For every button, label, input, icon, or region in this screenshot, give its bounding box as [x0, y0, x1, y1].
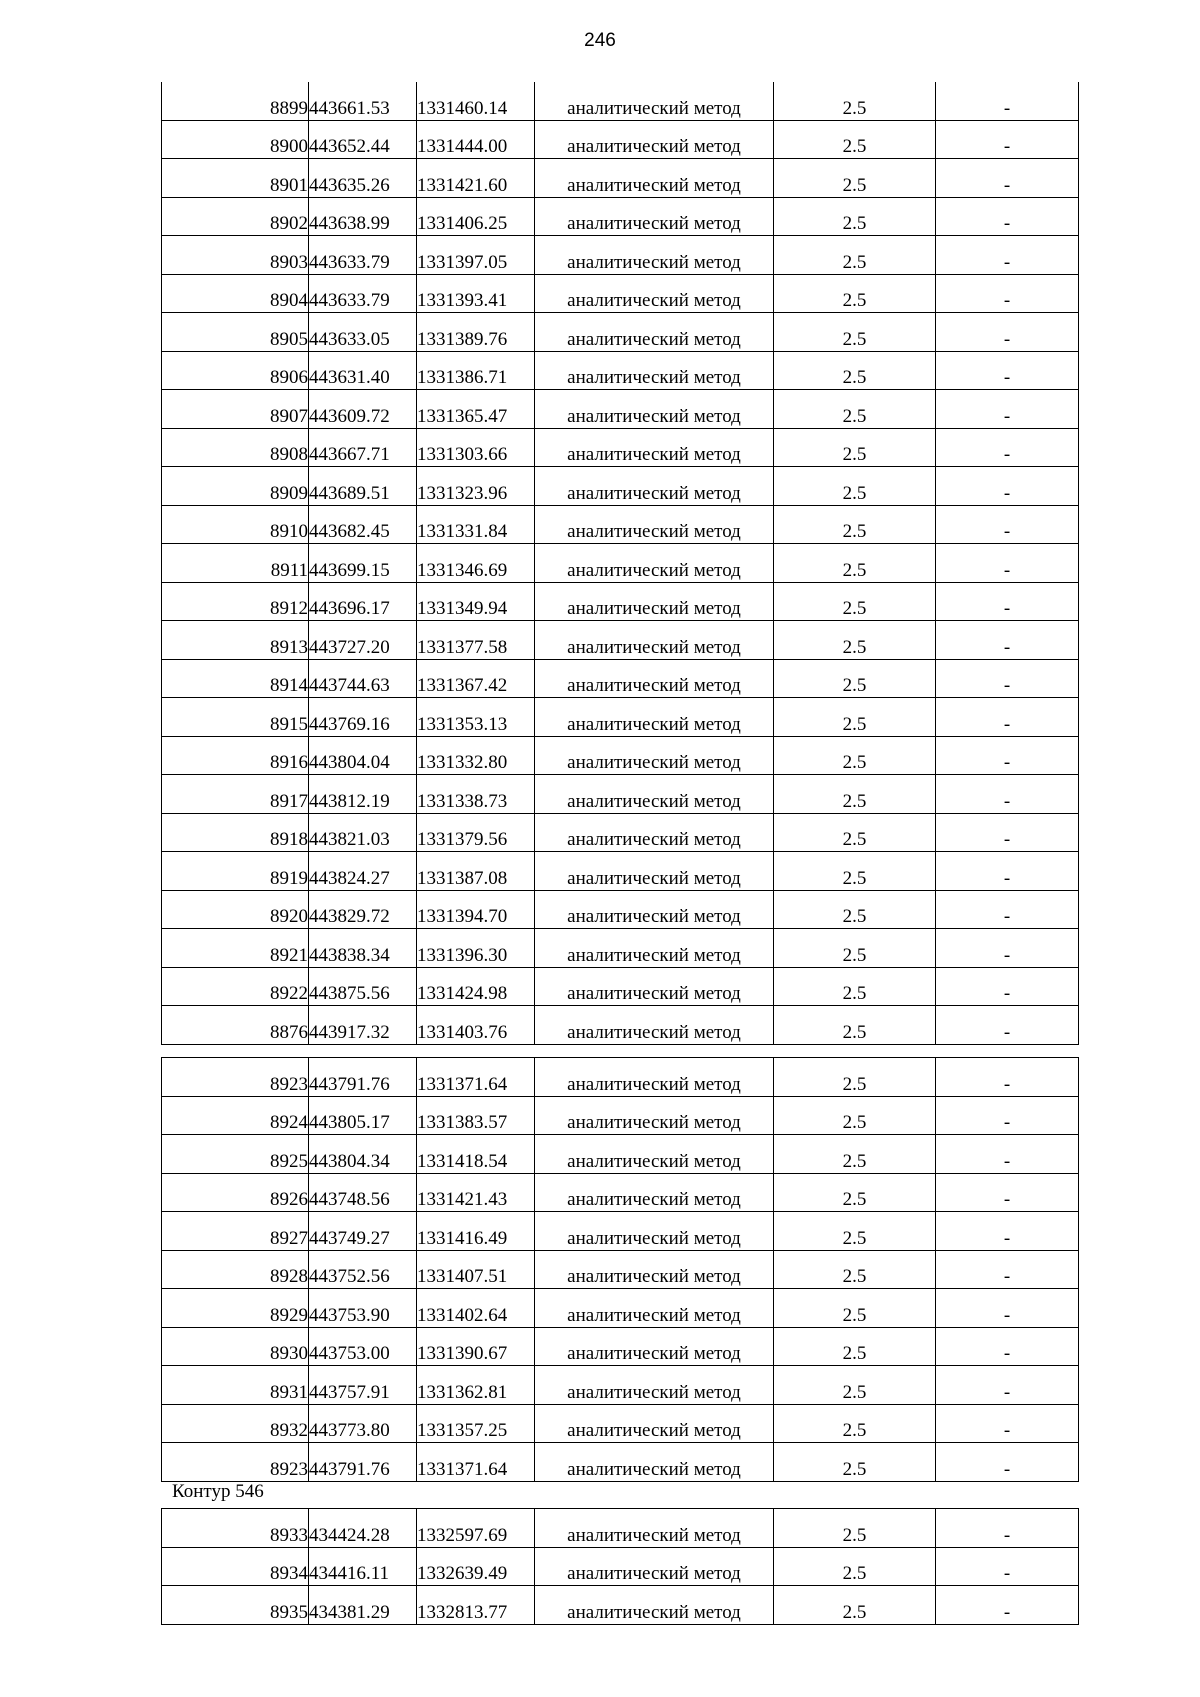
point-number-cell: 8921	[162, 929, 309, 968]
coordinate-y-cell: 1331460.14	[417, 82, 535, 120]
method-cell: аналитический метод	[535, 428, 774, 467]
coordinate-x-cell: 443633.79	[309, 274, 417, 313]
accuracy-cell: 2.5	[774, 1135, 936, 1174]
method-cell: аналитический метод	[535, 505, 774, 544]
method-cell: аналитический метод	[535, 929, 774, 968]
accuracy-cell: 2.5	[774, 428, 936, 467]
accuracy-cell: 2.5	[774, 1250, 936, 1289]
point-number-cell: 8922	[162, 967, 309, 1006]
table-row	[162, 852, 1079, 891]
note-cell: -	[936, 1327, 1079, 1366]
note-cell: -	[936, 813, 1079, 852]
note-cell: -	[936, 390, 1079, 429]
method-cell: аналитический метод	[535, 1509, 774, 1548]
accuracy-cell: 2.5	[774, 775, 936, 814]
point-number-cell: 8899	[162, 82, 309, 120]
point-number-cell: 8935	[162, 1586, 309, 1625]
method-cell: аналитический метод	[535, 852, 774, 891]
coordinate-y-cell: 1331323.96	[417, 467, 535, 506]
method-cell: аналитический метод	[535, 1289, 774, 1328]
coordinate-y-cell: 1331383.57	[417, 1096, 535, 1135]
method-cell: аналитический метод	[535, 813, 774, 852]
table-row	[162, 967, 1079, 1006]
note-cell: -	[936, 159, 1079, 198]
coordinate-y-cell: 1331416.49	[417, 1212, 535, 1251]
coordinate-x-cell: 443635.26	[309, 159, 417, 198]
method-cell: аналитический метод	[535, 775, 774, 814]
point-number-cell: 8931	[162, 1366, 309, 1405]
method-cell: аналитический метод	[535, 1250, 774, 1289]
point-number-cell: 8919	[162, 852, 309, 891]
note-cell: -	[936, 1173, 1079, 1212]
accuracy-cell: 2.5	[774, 659, 936, 698]
point-number-cell: 8927	[162, 1212, 309, 1251]
accuracy-cell: 2.5	[774, 1173, 936, 1212]
coordinate-x-cell: 443757.91	[309, 1366, 417, 1405]
accuracy-cell: 2.5	[774, 1404, 936, 1443]
coordinate-y-cell: 1331418.54	[417, 1135, 535, 1174]
coordinate-y-cell: 1331357.25	[417, 1404, 535, 1443]
coordinate-y-cell: 1331397.05	[417, 236, 535, 275]
coordinate-y-cell: 1331406.25	[417, 197, 535, 236]
accuracy-cell: 2.5	[774, 1289, 936, 1328]
method-cell: аналитический метод	[535, 1443, 774, 1482]
table-row	[162, 621, 1079, 660]
table-row	[162, 1547, 1079, 1586]
point-number-cell: 8911	[162, 544, 309, 583]
table-row	[162, 1509, 1079, 1548]
method-cell: аналитический метод	[535, 890, 774, 929]
coordinate-x-cell: 443749.27	[309, 1212, 417, 1251]
table-row	[162, 1096, 1079, 1135]
coordinate-y-cell: 1331303.66	[417, 428, 535, 467]
point-number-cell: 8929	[162, 1289, 309, 1328]
point-number-cell: 8903	[162, 236, 309, 275]
note-cell: -	[936, 1509, 1079, 1548]
method-cell: аналитический метод	[535, 698, 774, 737]
accuracy-cell: 2.5	[774, 236, 936, 275]
accuracy-cell: 2.5	[774, 1327, 936, 1366]
coordinate-x-cell: 443791.76	[309, 1443, 417, 1482]
method-cell: аналитический метод	[535, 1404, 774, 1443]
accuracy-cell: 2.5	[774, 313, 936, 352]
method-cell: аналитический метод	[535, 197, 774, 236]
accuracy-cell: 2.5	[774, 1006, 936, 1045]
method-cell: аналитический метод	[535, 1327, 774, 1366]
coordinate-y-cell: 1332639.49	[417, 1547, 535, 1586]
coordinate-x-cell: 443638.99	[309, 197, 417, 236]
coordinate-y-cell: 1331346.69	[417, 544, 535, 583]
coordinate-y-cell: 1331367.42	[417, 659, 535, 698]
point-number-cell: 8912	[162, 582, 309, 621]
point-number-cell: 8916	[162, 736, 309, 775]
page-number: 246	[584, 30, 616, 51]
note-cell: -	[936, 82, 1079, 120]
accuracy-cell: 2.5	[774, 197, 936, 236]
coordinate-x-cell: 443791.76	[309, 1058, 417, 1097]
accuracy-cell: 2.5	[774, 813, 936, 852]
method-cell: аналитический метод	[535, 467, 774, 506]
table-row	[162, 1586, 1079, 1625]
note-cell: -	[936, 659, 1079, 698]
note-cell: -	[936, 1289, 1079, 1328]
point-number-cell: 8900	[162, 120, 309, 159]
point-number-cell: 8908	[162, 428, 309, 467]
accuracy-cell: 2.5	[774, 1058, 936, 1097]
point-number-cell: 8923	[162, 1058, 309, 1097]
coordinate-y-cell: 1331365.47	[417, 390, 535, 429]
accuracy-cell: 2.5	[774, 621, 936, 660]
method-cell: аналитический метод	[535, 736, 774, 775]
accuracy-cell: 2.5	[774, 159, 936, 198]
note-cell: -	[936, 698, 1079, 737]
table-row	[162, 274, 1079, 313]
accuracy-cell: 2.5	[774, 1212, 936, 1251]
accuracy-cell: 2.5	[774, 1509, 936, 1548]
note-cell: -	[936, 736, 1079, 775]
point-number-cell: 8933	[162, 1509, 309, 1548]
method-cell: аналитический метод	[535, 967, 774, 1006]
coordinate-x-cell: 443682.45	[309, 505, 417, 544]
table-row	[162, 1135, 1079, 1174]
note-cell: -	[936, 1586, 1079, 1625]
note-cell: -	[936, 582, 1079, 621]
coordinate-y-cell: 1331403.76	[417, 1006, 535, 1045]
method-cell: аналитический метод	[535, 1173, 774, 1212]
table-row	[162, 698, 1079, 737]
note-cell: -	[936, 236, 1079, 275]
note-cell: -	[936, 929, 1079, 968]
coordinate-x-cell: 443804.34	[309, 1135, 417, 1174]
coordinate-y-cell: 1331331.84	[417, 505, 535, 544]
method-cell: аналитический метод	[535, 159, 774, 198]
note-cell: -	[936, 1212, 1079, 1251]
accuracy-cell: 2.5	[774, 1443, 936, 1482]
coordinate-x-cell: 443631.40	[309, 351, 417, 390]
coordinate-y-cell: 1331377.58	[417, 621, 535, 660]
note-cell: -	[936, 505, 1079, 544]
note-cell: -	[936, 1404, 1079, 1443]
point-number-cell: 8876	[162, 1006, 309, 1045]
note-cell: -	[936, 1443, 1079, 1482]
accuracy-cell: 2.5	[774, 1547, 936, 1586]
coordinate-y-cell: 1331424.98	[417, 967, 535, 1006]
point-number-cell: 8917	[162, 775, 309, 814]
coordinate-x-cell: 443609.72	[309, 390, 417, 429]
note-cell: -	[936, 467, 1079, 506]
coordinate-x-cell: 443773.80	[309, 1404, 417, 1443]
coordinate-x-cell: 443633.79	[309, 236, 417, 275]
table-row	[162, 82, 1079, 120]
coordinate-y-cell: 1331394.70	[417, 890, 535, 929]
coordinate-y-cell: 1331371.64	[417, 1058, 535, 1097]
coordinate-x-cell: 443829.72	[309, 890, 417, 929]
note-cell: -	[936, 890, 1079, 929]
point-number-cell: 8925	[162, 1135, 309, 1174]
accuracy-cell: 2.5	[774, 544, 936, 583]
method-cell: аналитический метод	[535, 390, 774, 429]
accuracy-cell: 2.5	[774, 929, 936, 968]
note-cell: -	[936, 274, 1079, 313]
coordinate-y-cell: 1331393.41	[417, 274, 535, 313]
note-cell: -	[936, 351, 1079, 390]
point-number-cell: 8932	[162, 1404, 309, 1443]
point-number-cell: 8930	[162, 1327, 309, 1366]
point-number-cell: 8904	[162, 274, 309, 313]
method-cell: аналитический метод	[535, 621, 774, 660]
table-row	[162, 544, 1079, 583]
table-row	[162, 236, 1079, 275]
method-cell: аналитический метод	[535, 82, 774, 120]
contour-label: Контур 546	[172, 1481, 264, 1502]
method-cell: аналитический метод	[535, 1586, 774, 1625]
point-number-cell: 8914	[162, 659, 309, 698]
point-number-cell: 8915	[162, 698, 309, 737]
note-cell: -	[936, 1366, 1079, 1405]
method-cell: аналитический метод	[535, 582, 774, 621]
table-row	[162, 1404, 1079, 1443]
accuracy-cell: 2.5	[774, 1586, 936, 1625]
table-row	[162, 351, 1079, 390]
method-cell: аналитический метод	[535, 544, 774, 583]
point-number-cell: 8901	[162, 159, 309, 198]
table-row	[162, 467, 1079, 506]
note-cell: -	[936, 544, 1079, 583]
coordinate-x-cell: 443875.56	[309, 967, 417, 1006]
table-row	[162, 659, 1079, 698]
coordinate-x-cell: 443744.63	[309, 659, 417, 698]
point-number-cell: 8913	[162, 621, 309, 660]
accuracy-cell: 2.5	[774, 274, 936, 313]
accuracy-cell: 2.5	[774, 505, 936, 544]
method-cell: аналитический метод	[535, 1096, 774, 1135]
coordinate-y-cell: 1331353.13	[417, 698, 535, 737]
table-row	[162, 1366, 1079, 1405]
coordinate-x-cell: 443727.20	[309, 621, 417, 660]
accuracy-cell: 2.5	[774, 467, 936, 506]
coordinate-x-cell: 443824.27	[309, 852, 417, 891]
note-cell: -	[936, 1250, 1079, 1289]
coordinate-y-cell: 1331421.60	[417, 159, 535, 198]
accuracy-cell: 2.5	[774, 120, 936, 159]
coordinate-x-cell: 443805.17	[309, 1096, 417, 1135]
point-number-cell: 8906	[162, 351, 309, 390]
accuracy-cell: 2.5	[774, 967, 936, 1006]
table-row	[162, 775, 1079, 814]
coordinate-y-cell: 1331379.56	[417, 813, 535, 852]
note-cell: -	[936, 621, 1079, 660]
coordinate-y-cell: 1332597.69	[417, 1509, 535, 1548]
note-cell: -	[936, 313, 1079, 352]
coordinate-x-cell: 443696.17	[309, 582, 417, 621]
accuracy-cell: 2.5	[774, 1366, 936, 1405]
point-number-cell: 8926	[162, 1173, 309, 1212]
table-row	[162, 1443, 1079, 1482]
point-number-cell: 8934	[162, 1547, 309, 1586]
point-number-cell: 8920	[162, 890, 309, 929]
coordinates-table-2	[161, 1057, 1079, 1482]
table-row	[162, 1250, 1079, 1289]
note-cell: -	[936, 1547, 1079, 1586]
point-number-cell: 8910	[162, 505, 309, 544]
point-number-cell: 8918	[162, 813, 309, 852]
note-cell: -	[936, 1058, 1079, 1097]
coordinate-x-cell: 443838.34	[309, 929, 417, 968]
method-cell: аналитический метод	[535, 1135, 774, 1174]
table-row	[162, 890, 1079, 929]
table-row	[162, 197, 1079, 236]
coordinate-x-cell: 443652.44	[309, 120, 417, 159]
table-row	[162, 390, 1079, 429]
accuracy-cell: 2.5	[774, 736, 936, 775]
method-cell: аналитический метод	[535, 274, 774, 313]
note-cell: -	[936, 120, 1079, 159]
table-row	[162, 1327, 1079, 1366]
table-row	[162, 120, 1079, 159]
coordinate-x-cell: 443753.00	[309, 1327, 417, 1366]
coordinate-y-cell: 1331362.81	[417, 1366, 535, 1405]
coordinate-y-cell: 1331338.73	[417, 775, 535, 814]
coordinate-y-cell: 1331387.08	[417, 852, 535, 891]
coordinate-y-cell: 1331407.51	[417, 1250, 535, 1289]
table-row	[162, 1006, 1079, 1045]
note-cell: -	[936, 775, 1079, 814]
point-number-cell: 8907	[162, 390, 309, 429]
method-cell: аналитический метод	[535, 1366, 774, 1405]
coordinates-table-1	[161, 82, 1079, 1045]
method-cell: аналитический метод	[535, 1547, 774, 1586]
method-cell: аналитический метод	[535, 1058, 774, 1097]
coordinate-y-cell: 1331389.76	[417, 313, 535, 352]
method-cell: аналитический метод	[535, 120, 774, 159]
table-row	[162, 1212, 1079, 1251]
coordinate-x-cell: 443769.16	[309, 698, 417, 737]
accuracy-cell: 2.5	[774, 582, 936, 621]
coordinate-x-cell: 443821.03	[309, 813, 417, 852]
note-cell: -	[936, 852, 1079, 891]
table-row	[162, 159, 1079, 198]
table-row	[162, 313, 1079, 352]
coordinate-x-cell: 443667.71	[309, 428, 417, 467]
point-number-cell: 8924	[162, 1096, 309, 1135]
table-row	[162, 813, 1079, 852]
coordinate-x-cell: 443804.04	[309, 736, 417, 775]
coordinate-x-cell: 434424.28	[309, 1509, 417, 1548]
coordinate-x-cell: 443812.19	[309, 775, 417, 814]
table-row	[162, 505, 1079, 544]
coordinate-x-cell: 434381.29	[309, 1586, 417, 1625]
coordinate-x-cell: 443917.32	[309, 1006, 417, 1045]
coordinate-y-cell: 1331402.64	[417, 1289, 535, 1328]
accuracy-cell: 2.5	[774, 890, 936, 929]
table-row	[162, 1058, 1079, 1097]
accuracy-cell: 2.5	[774, 698, 936, 737]
coordinate-x-cell: 443752.56	[309, 1250, 417, 1289]
coordinate-x-cell: 443699.15	[309, 544, 417, 583]
point-number-cell: 8905	[162, 313, 309, 352]
note-cell: -	[936, 428, 1079, 467]
coordinate-y-cell: 1331444.00	[417, 120, 535, 159]
accuracy-cell: 2.5	[774, 390, 936, 429]
note-cell: -	[936, 1096, 1079, 1135]
coordinate-y-cell: 1331386.71	[417, 351, 535, 390]
coordinate-x-cell: 443633.05	[309, 313, 417, 352]
method-cell: аналитический метод	[535, 313, 774, 352]
table-row	[162, 1173, 1079, 1212]
coordinates-table-3	[161, 1508, 1079, 1625]
method-cell: аналитический метод	[535, 351, 774, 390]
coordinate-y-cell: 1331371.64	[417, 1443, 535, 1482]
coordinate-x-cell: 443753.90	[309, 1289, 417, 1328]
coordinate-y-cell: 1331396.30	[417, 929, 535, 968]
method-cell: аналитический метод	[535, 659, 774, 698]
coordinate-y-cell: 1331421.43	[417, 1173, 535, 1212]
coordinate-y-cell: 1331332.80	[417, 736, 535, 775]
table-row	[162, 582, 1079, 621]
note-cell: -	[936, 197, 1079, 236]
accuracy-cell: 2.5	[774, 1096, 936, 1135]
accuracy-cell: 2.5	[774, 82, 936, 120]
coordinate-y-cell: 1331349.94	[417, 582, 535, 621]
point-number-cell: 8923	[162, 1443, 309, 1482]
note-cell: -	[936, 967, 1079, 1006]
coordinate-x-cell: 443748.56	[309, 1173, 417, 1212]
point-number-cell: 8909	[162, 467, 309, 506]
table-row	[162, 428, 1079, 467]
table-row	[162, 1289, 1079, 1328]
coordinate-y-cell: 1332813.77	[417, 1586, 535, 1625]
accuracy-cell: 2.5	[774, 852, 936, 891]
point-number-cell: 8902	[162, 197, 309, 236]
accuracy-cell: 2.5	[774, 351, 936, 390]
table-row	[162, 736, 1079, 775]
point-number-cell: 8928	[162, 1250, 309, 1289]
coordinate-x-cell: 434416.11	[309, 1547, 417, 1586]
coordinate-x-cell: 443661.53	[309, 82, 417, 120]
method-cell: аналитический метод	[535, 1212, 774, 1251]
note-cell: -	[936, 1135, 1079, 1174]
coordinate-x-cell: 443689.51	[309, 467, 417, 506]
table-row	[162, 929, 1079, 968]
method-cell: аналитический метод	[535, 236, 774, 275]
coordinate-y-cell: 1331390.67	[417, 1327, 535, 1366]
method-cell: аналитический метод	[535, 1006, 774, 1045]
note-cell: -	[936, 1006, 1079, 1045]
